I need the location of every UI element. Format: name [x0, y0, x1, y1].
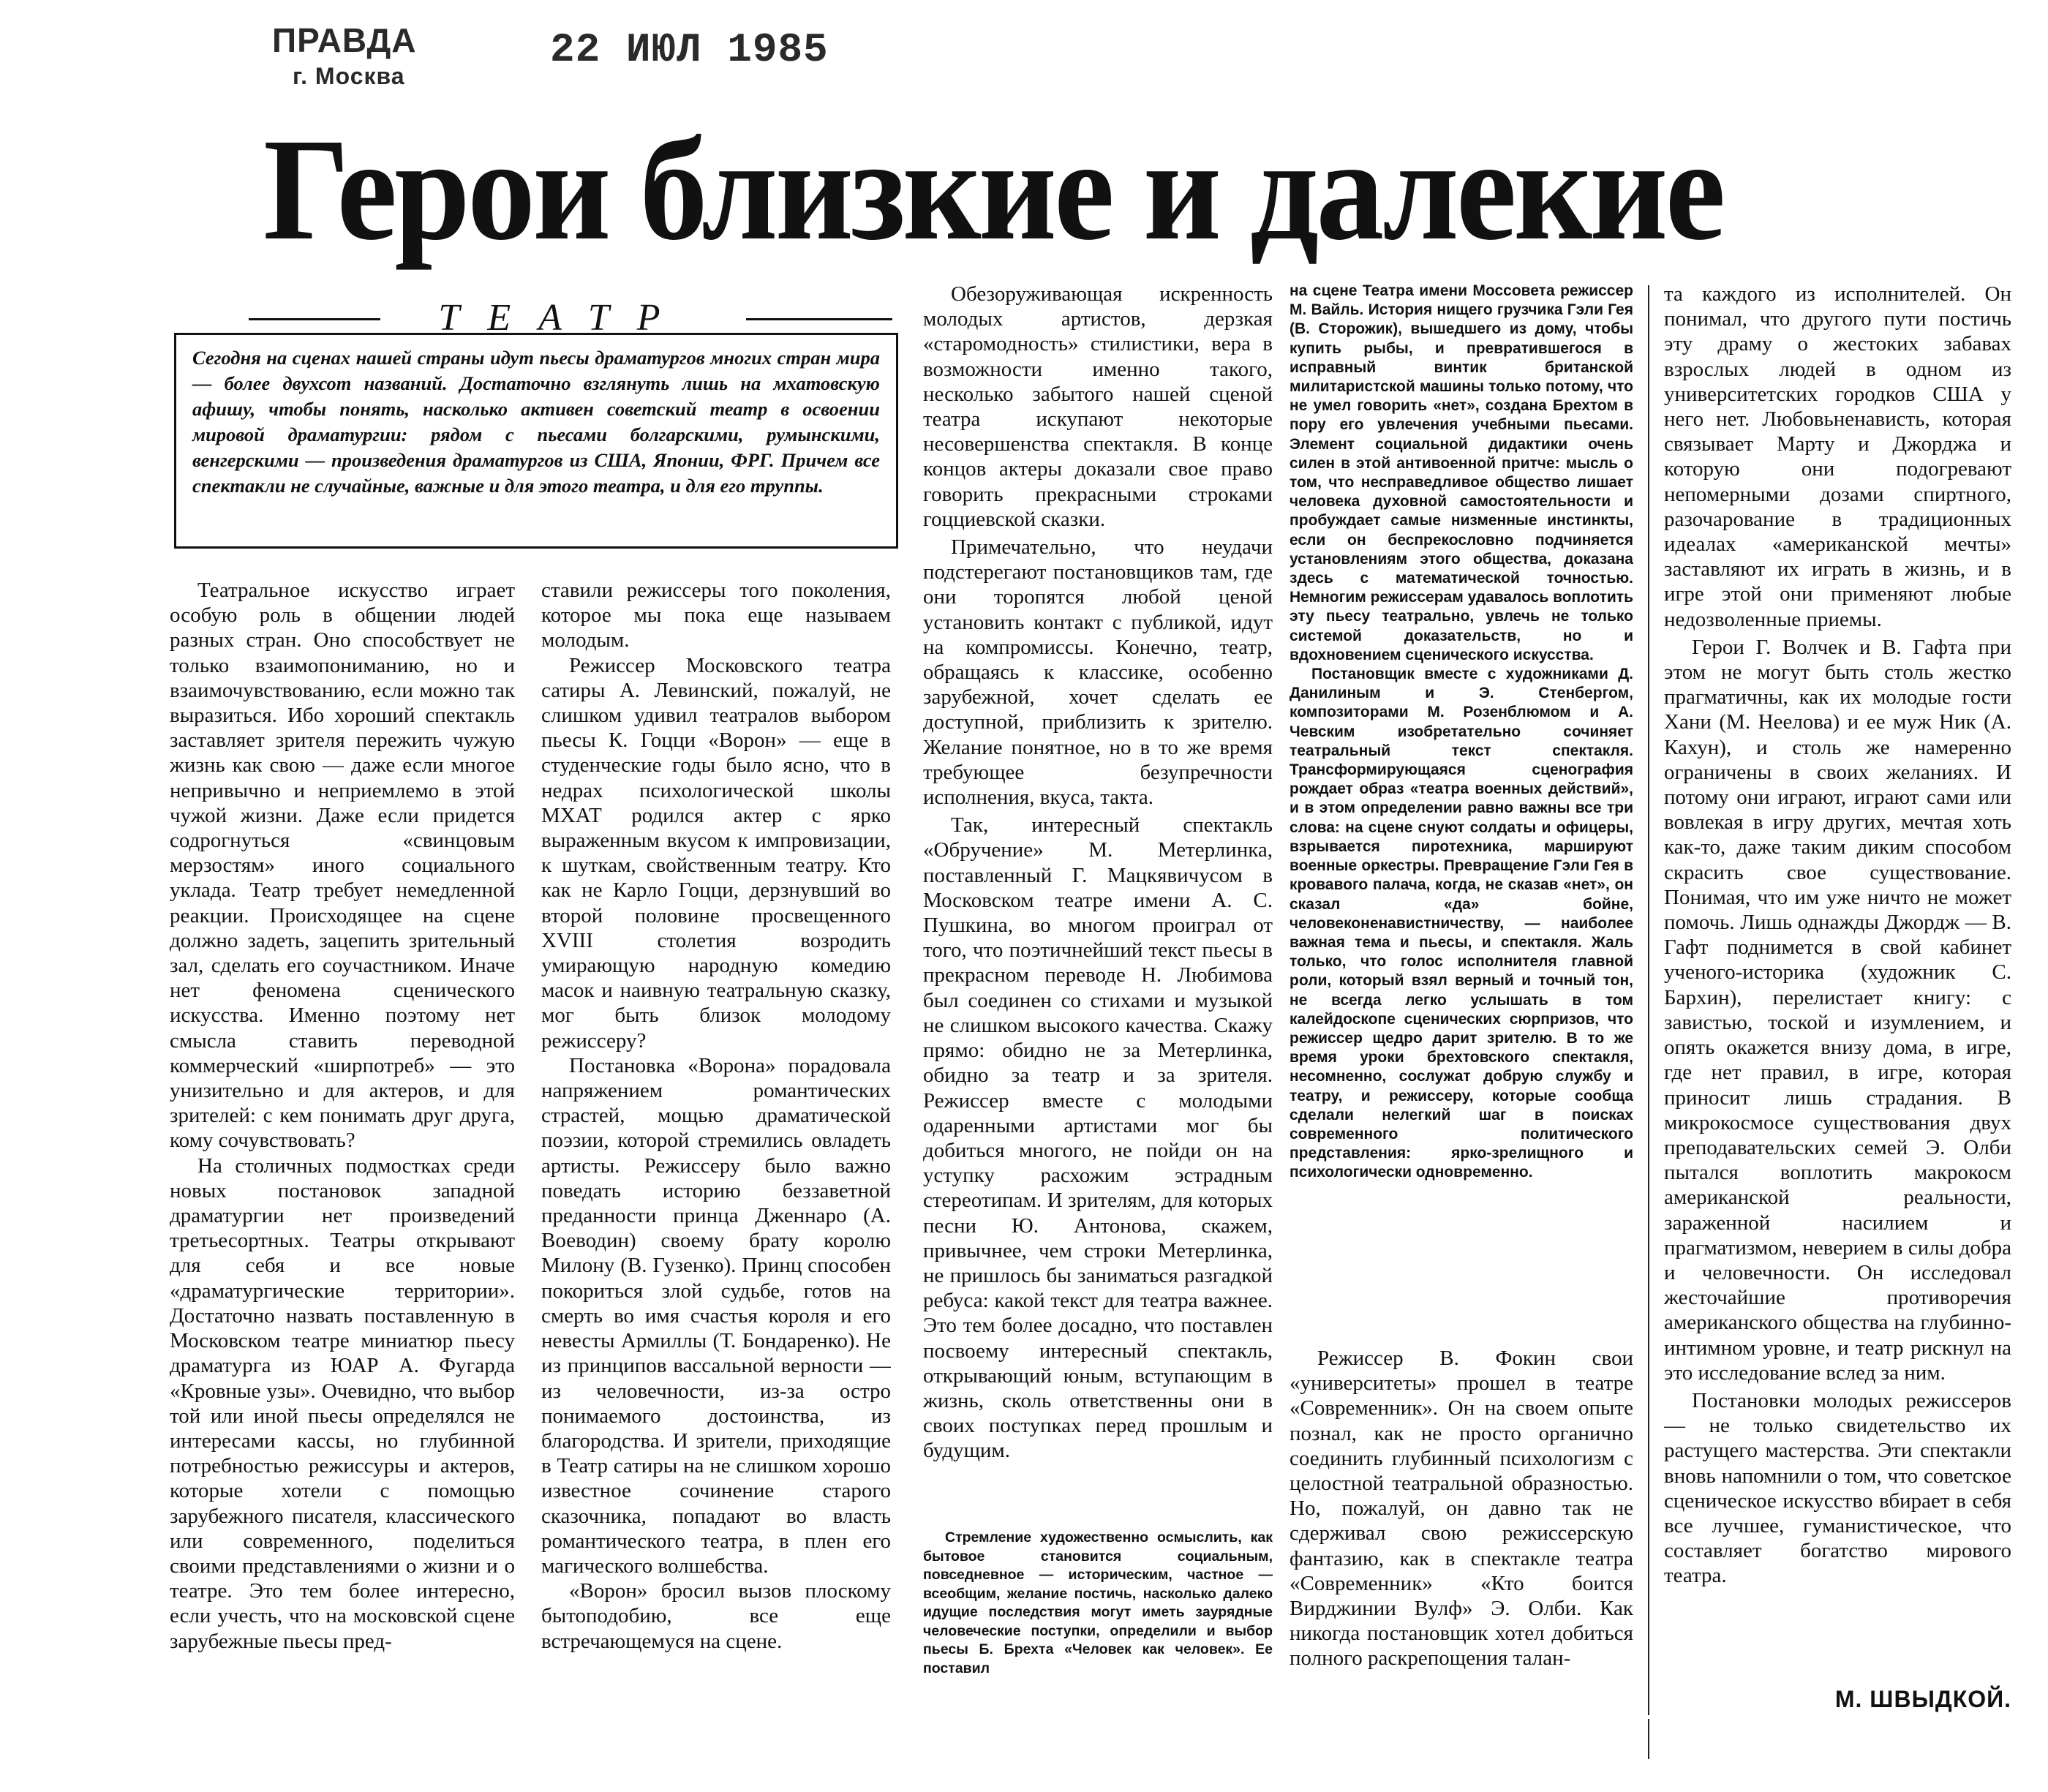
stamp-date: 22 ИЮЛ 1985 [550, 26, 829, 73]
rubric-label: ТЕАТР [438, 297, 688, 339]
paragraph: Режиссер Московского театра сатиры А. Левинский, пожалуй, не слишком удивил театралов выбором пьесы К. Гоцци «Ворон» — еще в студенческие годы было ясно, что в недрах психологической школы МХАТ родился актер с ярко выраженным вкусом к импровизации, к шуткам, свойственным театру. Кто как не Карло Гоцци, дерзнувший во второй половине просвещенного XVIII столетия возродить умирающую народную комедию масок и наивную театральную сказку, мог быть близок молодому режиссеру? [541, 653, 891, 1053]
paragraph: Обезоруживающая искренность молодых артистов, дерзкая «старомодность» стилистики, вера в возможности именно такого, несколько забытого нашей сценой театра искупают некоторые несовершенства спектакля. В конце концов актеры доказали свое право говорить прекрасными строками гоцциевской сказки. [923, 282, 1273, 531]
column-divider [1648, 285, 1649, 1715]
article-column-3 [923, 282, 1273, 1510]
headline: Герои близкие и далекие [263, 109, 1723, 271]
paragraph: Постановка «Ворона» порадовала напряжением романтических страстей, мощью драматической поэзии, которой стремились овладеть артисты. Режиссеру было важно поведать историю беззаветной преданности принца Дженнаро (А. Воеводин) своему брату королю Милону (В. Гузенко). Принц способен покориться злой судьбе, готов на смерть во имя счастья короля и его невесты Армиллы (Т. Бондаренко). Не из принципов вассальной верности — из человечности, из-за остро понимаемого достоинства, из благородства. И зрители, приходящие в Театр сатиры на не слишком хорошо известное сочинение старого сказочника, попадают во власть романтического театра, в плен его магического волшебства. [541, 1053, 891, 1578]
paragraph: Постановщик вместе с художниками Д. Данилиным и Э. Стенбергом, композиторами М. Розенблюмом и А. Чевским изобретательно сочиняет театральный текст спектакля. Трансформирующаяся сценография рождает образ «театра военных действий», и в этом определении равно важны все три слова: на сцене снуют солдаты и офицеры, взрывается пиротехника, маршируют военные оркестры. Превращение Гэли Гея в кровавого палача, когда, не сказав «нет», он сказал «да» бойне, человеконенавистничеству, — наиболее важная тема и пьесы, и спектакля. Жаль только, что голос исполнителя главной роли, который взял верный и точный тон, не всегда легко услышать в том калейдоскопе сценических сюрпризов, что режиссер щедро дарит зрителю. В то же время уроки брехтовского спектакля, несомненно, сослужат добрую службу и театру, и режиссеру, которые сообща сделали нелегкий шаг в поисках современного политического представления: ярко-зрелищного и психологически одновременно. [1290, 666, 1633, 1181]
author-signature: М. ШВЫДКОЙ. [1834, 1686, 2011, 1712]
paragraph: Герои Г. Волчек и В. Гафта при этом не могут быть столь жестко прагматичны, как их молодые гости Хани (М. Неелова) и ее муж Ник (А. Кахун), и столь же намеренно ограничены в своих желаниях. И потому они играют, играют сами или вовлекая в игру других, мечтая хоть как-то, даже таким диким способом скрасить свое существование. Понимая, что им уже ничто не может помочь. Лишь однажды Джордж — В. Гафт поднимется в свой кабинет ученого-историка (художник С. Бархин), перелистает книгу: с завистью, тоской и изумлением, и опять окажется внизу дома, в игре, где нет правил, в игре, которая приносит лишь страдания. В микрокосмосе существования двух преподавательских семей Э. Олби пытался воплотить макрокосм американской реальности, зараженной насилием и прагматизмом, неверием в силы добра и человечности. Он исследовал жесточайшие противоречия американского общества на глубинно-интимном уровне, и театр рискнул на это исследование вслед за ним. [1664, 635, 2011, 1385]
article-column-3-small-print [923, 1529, 1273, 1763]
stamp-city: г. Москва [293, 63, 405, 89]
article-column-1 [170, 578, 515, 1748]
article-column-2 [541, 578, 891, 1748]
rubric-rule-right [746, 318, 892, 320]
paragraph: Режиссер В. Фокин свои «университеты» прошел в театре «Современник». Он на своем опыте познал, как не просто органично соединить глубинный психологизм с целостной театральной образностью. Но, пожалуй, он давно так не сдерживал свою режиссерскую фантазию, как в спектакле театра «Современник» «Кто боится Вирджинии Вулф» Э. Олби. Как никогда постановщик хотел добиться полного раскрепощения талан- [1290, 1347, 1633, 1671]
paragraph: та каждого из исполнителей. Он понимал, что другого пути постичь эту драму о жестоких забавах взрослых людей в одном из университетских городков США у него нет. Любовьненависть, которая связывает Марту и Джорджа и которую они подогревают непомерными дозами спиртного, разочарование в традиционных идеалах «американской мечты» заставляют их играть в жизнь, и в игре этой они применяют любые недозволенные приемы. [1664, 282, 2011, 631]
paragraph: ставили режиссеры того поколения, которое мы пока еще называем молодым. [541, 579, 891, 652]
article-column-4 [1290, 1346, 1633, 1759]
stamp-newspaper: ПРАВДА [272, 21, 417, 59]
paragraph: Примечательно, что неудачи подстерегают постановщиков там, где они торопятся любой ценой установить контакт с публикой, идут на компромиссы. Конечно, театр, обращаясь к классике, особенно зарубежной, хочет сделать ее доступной, приблизить к зрителю. Желание понятное, но в то же время требующее безупречности исполнения, вкуса, такта. [923, 535, 1273, 810]
paragraph: Стремление художественно осмыслить, как бытовое становится социальным, повседневное — историческим, частное — всеобщим, желание постичь, насколько далеко идущие последствия могут иметь заурядные человеческие поступки, определили и выбор пьесы Б. Брехта «Человек как человек». Ее поставил [923, 1529, 1273, 1676]
paragraph: Театральное искусство играет особую роль в общении людей разных стран. Оно способствует не только взаимопониманию, но и взаимочувствованию, если можно так выразиться. Ибо хороший спектакль заставляет зрителя пережить чужую жизнь как свою — даже если многое непривычно и неприемлемо в этой чужой жизни. Даже если придется содрогнуться «свинцовым мерзостям» иного социального уклада. Театр требует немедленной реакции. Происходящее на сцене должно задеть, зацепить зрительный зал, сделать его соучастником. Иначе нет феномена сценического искусства. Именно поэтому нет смысла ставить переводной коммерческий «ширпотреб» — это унизительно и для актеров, и для зрителей: с кем понимать друг друга, кому сочувствовать? [170, 579, 515, 1153]
paragraph: «Ворон» бросил вызов плоскому бытоподобию, все еще встречающемуся на сцене. [541, 1579, 891, 1653]
rubric-rule-left [249, 318, 380, 320]
paragraph: Постановки молодых режиссеров — не только свидетельство их растущего мастерства. Эти спектакли вновь напомнили о том, что советское сценическое искусство вбирает в себя все лучшее, гуманистическое, что составляет богатство мирового театра. [1664, 1388, 2011, 1588]
article-column-5 [1664, 282, 2011, 1701]
paragraph: Так, интересный спектакль «Обручение» М. Метерлинка, поставленный Г. Мацкявичусом в Московском театре имени А. С. Пушкина, во многом проиграл от того, что поэтичнейший текст пьесы в прекрасном переводе Н. Любимова был соединен со стихами и музыкой не слишком высокого качества. Скажу прямо: обидно не за Метерлинка, обидно за театр и за зрителя. Режиссер вместе с молодыми одаренными артистами мог бы добиться многого, не пойди он на уступку расхожим эстрадным стереотипам. И зрителям, для которых песни Ю. Антонова, скажем, привычнее, чем строки Метерлинка, не пришлось бы заниматься разгадкой ребуса: какой текст для театра важнее. Это тем более досадно, что поставлен посвоему интересный спектакль, открывающий юным, вступающим в жизнь, сколь ответственны они в своих поступках перед прошлым и будущим. [923, 813, 1273, 1463]
paragraph: На столичных подмостках среди новых постановок западной драматургии нет произведений третьесортных. Театры открывают для себя и все новые «драматургические территории». Достаточно назвать поставленную в Московском театре миниатюр пьесу драматурга из ЮАР А. Фугарда «Кровные узы». Очевидно, что выбор той или иной пьесы определялся не интересами кассы, но глубинной потребностью режиссуры и актеров, которые хотели с помощью зарубежного писателя, классического или современного, поделиться своими представлениями о жизни и о театре. Это тем более интересно, если учесть, что на московской сцене зарубежные пьесы пред- [170, 1153, 515, 1653]
paragraph: на сцене Театра имени Моссовета режиссер М. Вайль. История нищего грузчика Гэли Гея (В. Сторожик), вышедшего из дому, чтобы купить рыбы, и превратившегося в исправный винтик британской милитаристской машины только потому, что не умел говорить «нет», создана Брехтом в пору его увлечения учебными пьесами. Элемент социальной дидактики очень силен в этой антивоенной притче: мысль о том, что несправедливое общество лишает человека духовной самостоятельности и пробуждает самые низменные инстинкты, если он беспрекословно подчиняется установлениям этого общества, доказана здесь с математической точностью. Немногим режиссерам удавалось воплотить эту пьесу театрально, увлечь не только системой доказательств, но и вдохновением сценического искусства. [1290, 282, 1633, 663]
article-column-4-small-print [1290, 282, 1633, 1262]
column-divider [1648, 1719, 1649, 1759]
lead-paragraph: Сегодня на сценах нашей страны идут пьесы драматургов многих стран мира — более двухсот названий. Достаточно взглянуть лишь на мхатовскую афишу, чтобы понять, насколько активен советский театр в освоении мировой драматургии: рядом с пьесами болгарскими, румынскими, венгерскими — произведения драматургов из США, Японии, ФРГ. Причем все спектакли не случайные, важные и для этого театра, и для его труппы. [174, 333, 898, 549]
